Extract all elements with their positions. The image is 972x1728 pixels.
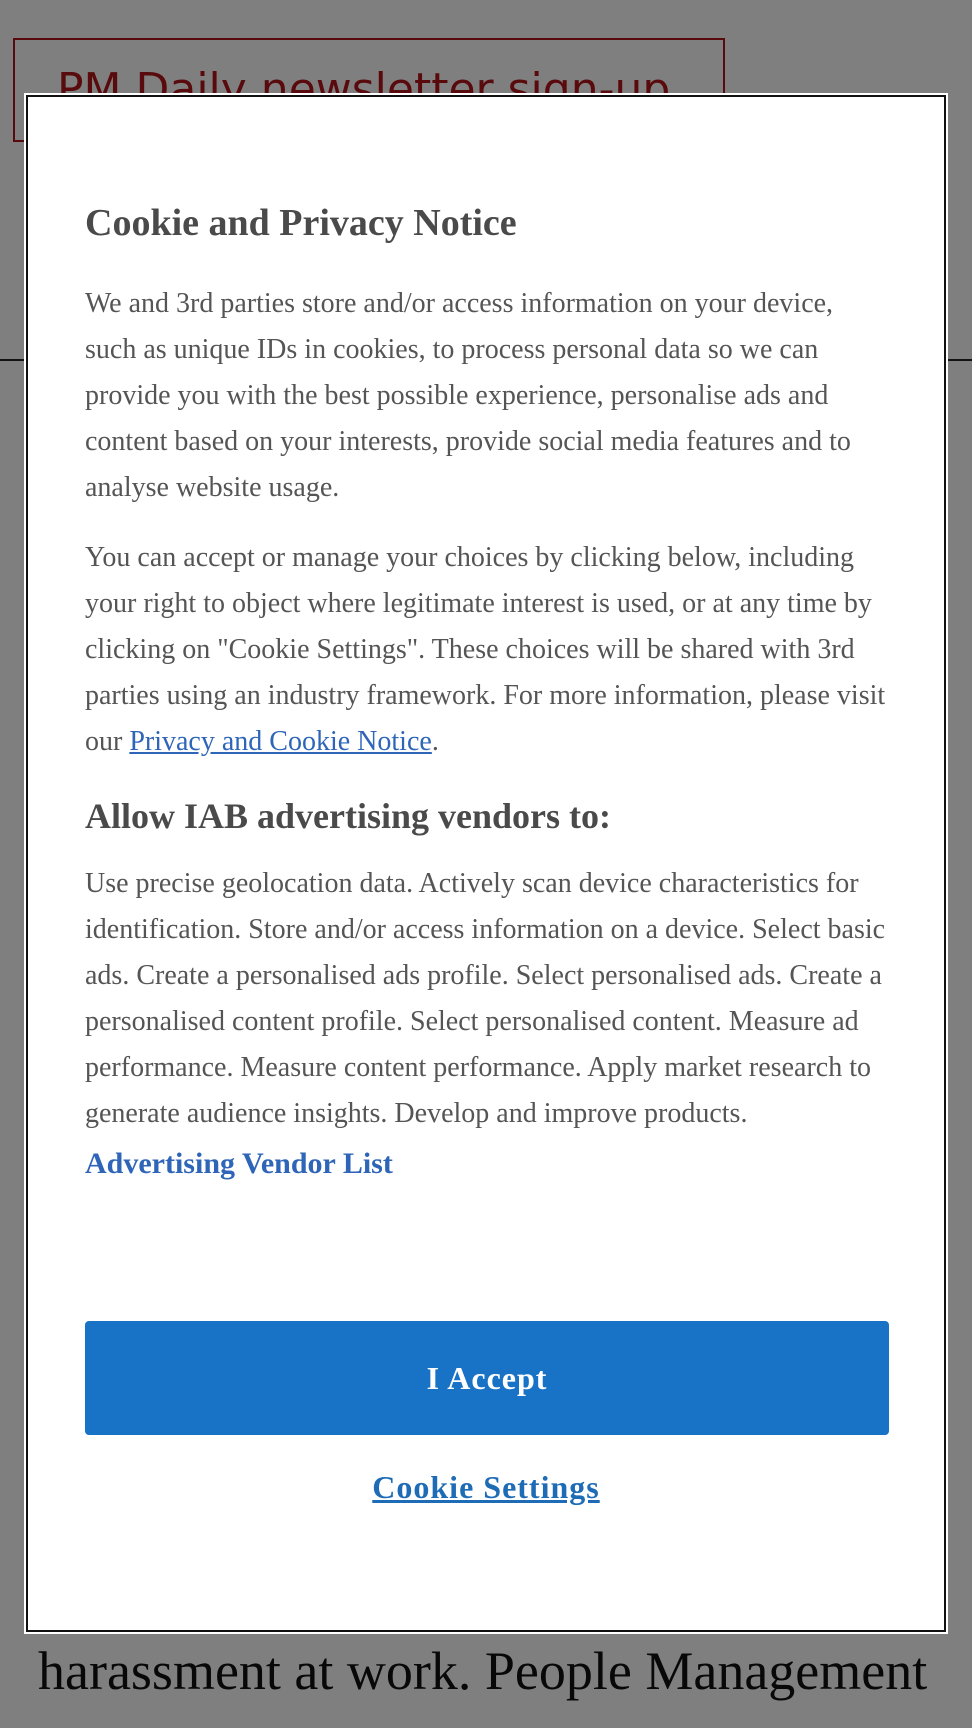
dialog-title: Cookie and Privacy Notice [85,202,517,244]
cookie-consent-dialog [26,95,946,1632]
vendor-list-link[interactable]: Advertising Vendor List [85,1147,393,1181]
choices-text-end: . [431,725,439,757]
consent-choices-text [85,535,886,765]
consent-description: We and 3rd parties store and/or access information on your device, such as unique IDs in cookies, to process personal data so we can provide you with the best possible experience, personalise ads and content based on your interests, provide social media features and to analyse website usage. [85,287,851,503]
privacy-notice-link[interactable]: Privacy and Cookie Notice [129,725,432,757]
vendors-heading: Allow IAB advertising vendors to: [85,795,612,836]
accept-button[interactable]: I Accept [85,1321,889,1435]
purposes-list-text: Use precise geolocation data. Actively scan device characteristics for identification. Store and/or access information on a device. Select basic ads. Create a personalised ads profile. Select personalised ads. Create a personalised content profile. Select personalised content. Measure ad performance. Measure content performance. Apply market research to generate audience insights. Develop and improve products. [85,868,886,1130]
choices-text-body: You can accept or manage your choices by clicking below, including your right to object where legitimate interest is used, or at any time by clicking on "Cookie Settings". These choices will be shared with 3rd parties using an industry framework. For more information, please visit our [85,541,886,757]
cookie-settings-link[interactable]: Cookie Settings [372,1469,600,1505]
